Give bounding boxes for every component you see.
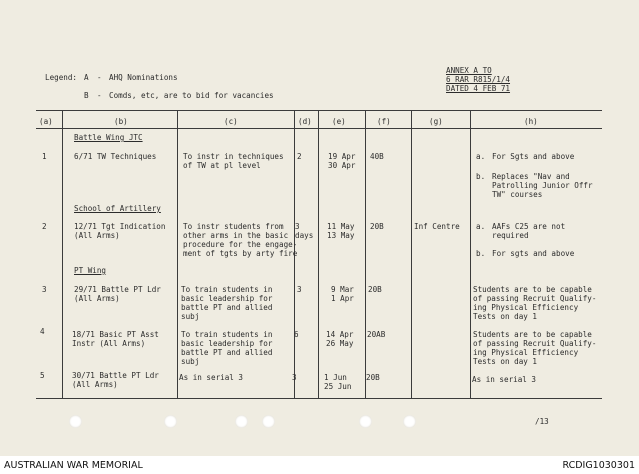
binder-hole <box>235 415 248 428</box>
course-cell: (All Arms) <box>72 380 118 389</box>
aim-cell: subj <box>181 312 200 321</box>
section-heading: PT Wing <box>74 266 107 275</box>
course-cell: (All Arms) <box>74 231 120 240</box>
vacancies-cell: 20B <box>370 222 384 231</box>
date-cell: 11 May <box>327 222 355 231</box>
duration-cell: 3 <box>297 285 302 294</box>
date-cell: 26 May <box>326 339 354 348</box>
date-cell: 13 May <box>327 231 355 240</box>
archive-credit: AUSTRALIAN WAR MEMORIAL <box>4 460 143 471</box>
col-divider <box>177 110 178 398</box>
binder-hole <box>164 415 177 428</box>
aim-cell: battle PT and allied <box>181 348 273 357</box>
duration-cell: 6 <box>294 330 299 339</box>
table-bottom-rule <box>36 398 602 399</box>
duration-cell: days <box>295 231 314 240</box>
vacancies-cell: 40B <box>370 152 384 161</box>
remark-text: Patrolling Junior Offr <box>492 181 593 190</box>
remark-text: TW" courses <box>492 190 543 199</box>
remark-text: Students are to be capable <box>473 330 592 339</box>
aim-cell: To instr students from <box>183 222 284 231</box>
annex-line-1: ANNEX A TO <box>446 66 492 75</box>
serial-cell: 4 <box>40 327 45 336</box>
remark-text: ing Physical Efficiency <box>473 348 579 357</box>
remark-text: Tests on day 1 <box>473 312 538 321</box>
remark-text: Students are to be capable <box>473 285 592 294</box>
course-cell: (All Arms) <box>74 294 120 303</box>
remark-marker: b. <box>476 172 486 181</box>
aim-cell: subj <box>181 357 200 366</box>
course-cell: 18/71 Basic PT Asst <box>72 330 159 339</box>
aim-cell: basic leadership for <box>181 294 273 303</box>
aim-cell: To instr in techniques <box>183 152 284 161</box>
aim-cell: ment of tgts by arty fire <box>183 249 298 258</box>
remark-text: AAFs C25 are not <box>492 222 566 231</box>
remark-text: ing Physical Efficiency <box>473 303 579 312</box>
binder-hole <box>69 415 82 428</box>
col-divider <box>365 110 366 398</box>
remark-text: of passing Recruit Qualify- <box>473 339 597 348</box>
remark-text: Tests on day 1 <box>473 357 538 366</box>
serial-cell: 5 <box>40 371 45 380</box>
archive-id: RCDIG1030301 <box>562 460 635 471</box>
vacancies-cell: 20AB <box>367 330 386 339</box>
aim-cell: To train students in <box>181 330 273 339</box>
legend-b-text: Comds, etc, are to bid for vacancies <box>109 91 274 100</box>
legend-b-dash: - <box>97 91 102 100</box>
remark-text: As in serial 3 <box>472 375 537 384</box>
column-header: (h) <box>524 117 538 126</box>
legend-a-text: AHQ Nominations <box>109 73 178 82</box>
aim-cell: other arms in the basic <box>183 231 289 240</box>
date-cell: 19 Apr <box>328 152 356 161</box>
date-cell: 1 Jun <box>324 373 347 382</box>
annex-line-2: 6 RAR R815/1/4 <box>446 75 511 84</box>
col-divider <box>411 110 412 398</box>
legend-label: Legend: <box>45 73 78 82</box>
binder-hole <box>262 415 275 428</box>
date-cell: 30 Apr <box>328 161 356 170</box>
column-header: (e) <box>332 117 346 126</box>
serial-cell: 1 <box>42 152 47 161</box>
annex-line-3: DATED 4 FEB 71 <box>446 84 511 93</box>
page-reference: /13 <box>535 417 549 426</box>
course-cell: 6/71 TW Techniques <box>74 152 157 161</box>
column-header: (d) <box>298 117 312 126</box>
aim-cell: As in serial 3 <box>179 373 244 382</box>
date-cell: 9 Mar <box>331 285 354 294</box>
col-divider <box>318 110 319 398</box>
date-cell: 25 Jun <box>324 382 352 391</box>
binder-hole <box>359 415 372 428</box>
column-header: (a) <box>39 117 53 126</box>
aim-cell: procedure for the engage- <box>183 240 298 249</box>
column-header: (c) <box>224 117 238 126</box>
course-cell: 30/71 Battle PT Ldr <box>72 371 159 380</box>
remark-text: For sgts and above <box>492 249 575 258</box>
vacancies-cell: 20B <box>368 285 382 294</box>
date-cell: 14 Apr <box>326 330 354 339</box>
column-header: (f) <box>377 117 391 126</box>
remark-text: of passing Recruit Qualify- <box>473 294 597 303</box>
remark-marker: a. <box>476 222 486 231</box>
binder-hole <box>403 415 416 428</box>
section-heading: Battle Wing JTC <box>74 133 143 142</box>
remark-text: For Sgts and above <box>492 152 575 161</box>
column-header: (b) <box>114 117 128 126</box>
col-divider <box>62 110 63 398</box>
location-cell: Inf Centre <box>414 222 460 231</box>
vacancies-cell: 20B <box>366 373 380 382</box>
legend-a-key: A <box>84 73 89 82</box>
remark-marker: a. <box>476 152 486 161</box>
duration-cell: 3 <box>292 373 297 382</box>
duration-cell: 2 <box>297 152 302 161</box>
remark-text: required <box>492 231 529 240</box>
serial-cell: 2 <box>42 222 47 231</box>
col-divider <box>470 110 471 398</box>
aim-cell: basic leadership for <box>181 339 273 348</box>
legend-a-dash: - <box>97 73 102 82</box>
duration-cell: 3 <box>295 222 300 231</box>
table-header-rule <box>36 128 602 129</box>
aim-cell: To train students in <box>181 285 273 294</box>
aim-cell: of TW at pl level <box>183 161 261 170</box>
aim-cell: battle PT and allied <box>181 303 273 312</box>
remark-marker: b. <box>476 249 486 258</box>
legend-b-key: B <box>84 91 89 100</box>
remark-text: Replaces "Nav and <box>492 172 570 181</box>
table-top-rule <box>36 110 602 111</box>
serial-cell: 3 <box>42 285 47 294</box>
course-cell: Instr (All Arms) <box>72 339 146 348</box>
date-cell: 1 Apr <box>331 294 354 303</box>
section-heading: School of Artillery <box>74 204 161 213</box>
column-header: (g) <box>429 117 443 126</box>
course-cell: 29/71 Battle PT Ldr <box>74 285 161 294</box>
course-cell: 12/71 Tgt Indication <box>74 222 166 231</box>
